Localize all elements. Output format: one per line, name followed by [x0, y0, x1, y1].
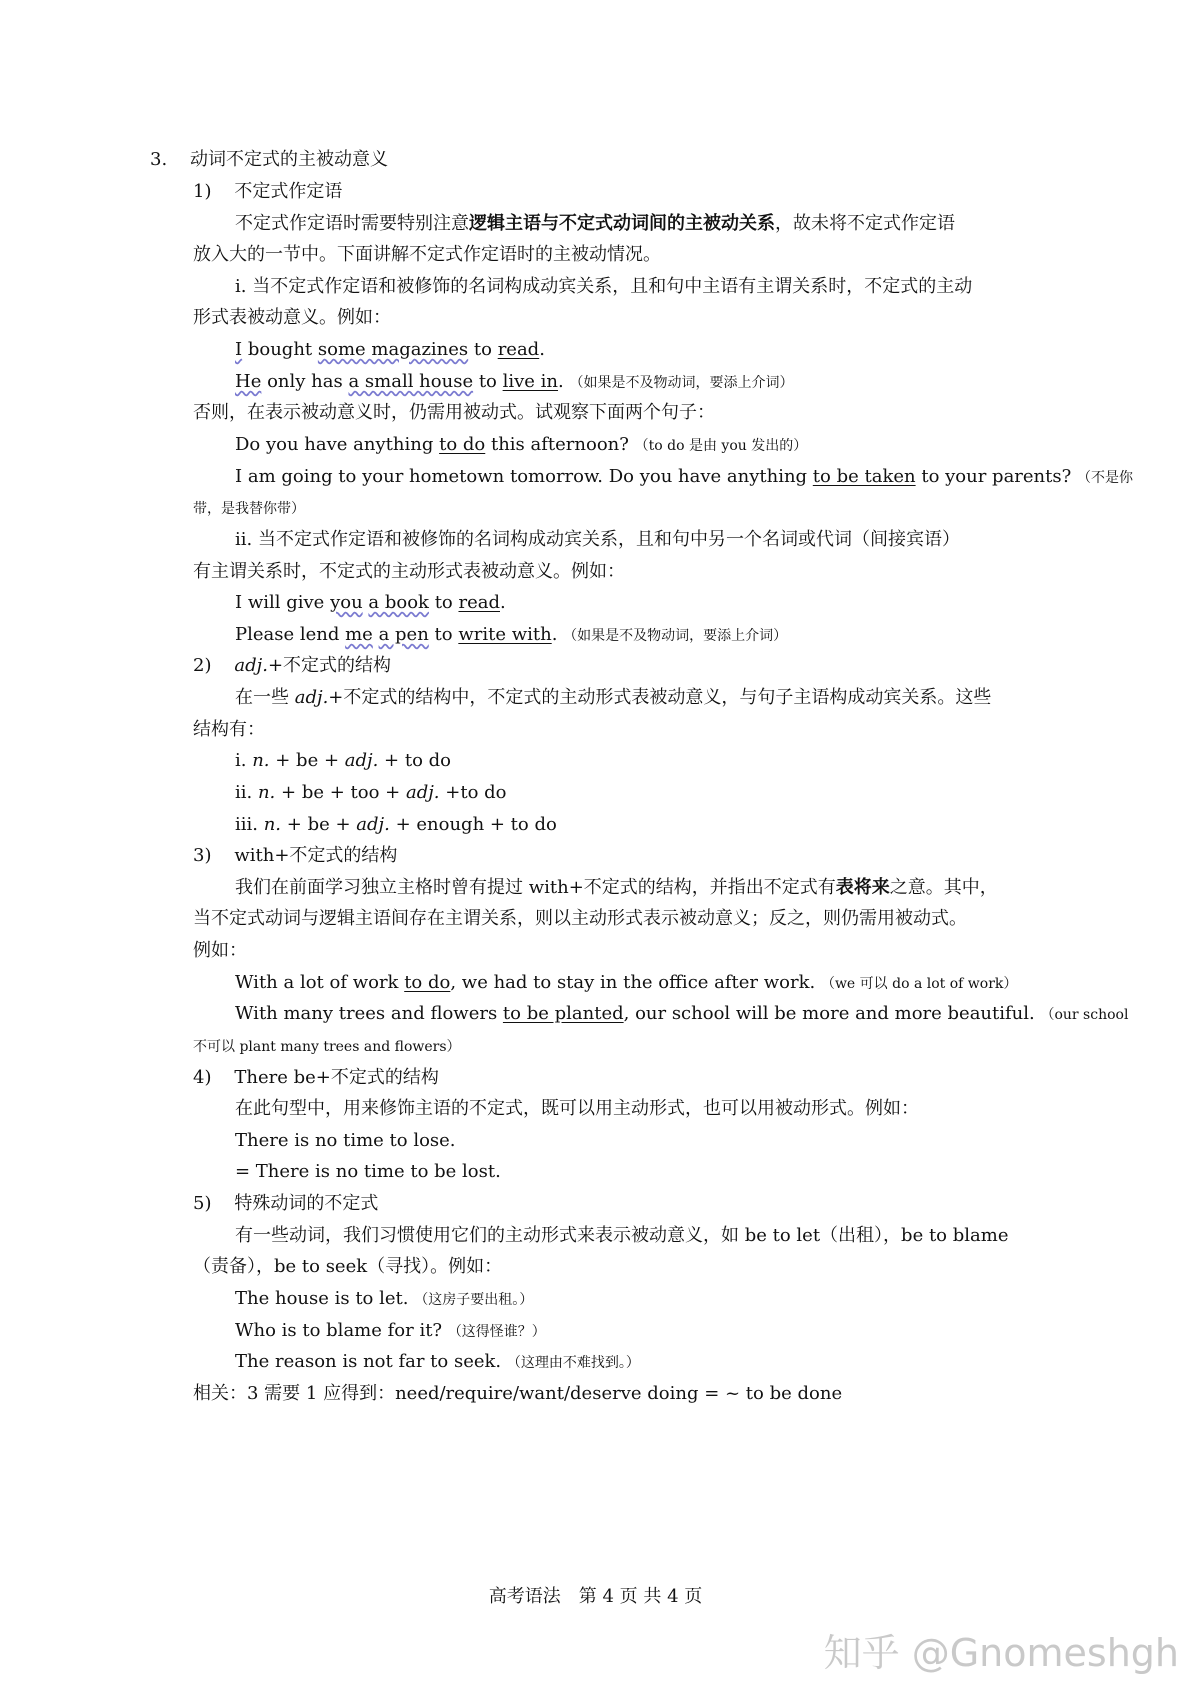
- text-line-l40: 相关：3 需要 1 应得到：need/require/want/deserve doing = ~ to be done: [193, 1383, 843, 1404]
- watermark: 知乎 @Gnomeshgh: [823, 1631, 1179, 1675]
- text-line-l12: 带，是我替你带）: [193, 501, 305, 517]
- text-line-l16: Please lend me a pen to write with. （如果是不及物动词，要添上介词）: [235, 624, 788, 645]
- text-line-l17: 2) adj.+不定式的结构: [193, 655, 392, 676]
- text-line-l34: 5) 特殊动词的不定式: [193, 1193, 379, 1214]
- text-line-l07: I bought some magazines to read.: [235, 339, 545, 360]
- text-line-l13: ii. 当不定式作定语和被修饰的名词构成动宾关系，且和句中另一个名词或代词（间接宾语）: [235, 529, 960, 550]
- text-line-l22: iii. n. + be + adj. + enough + to do: [235, 814, 557, 835]
- text-line-l37: The house is to let. （这房子要出租。）: [235, 1288, 534, 1309]
- text-line-l01: 3. 动词不定式的主被动意义: [150, 149, 389, 170]
- text-line-l15: I will give you a book to read.: [235, 592, 506, 613]
- text-line-l10: Do you have anything to do this afternoon? （to do 是由 you 发出的）: [235, 434, 808, 455]
- text-line-l21: ii. n. + be + too + adj. +to do: [235, 782, 507, 803]
- text-line-l32: There is no time to lose.: [235, 1130, 456, 1151]
- text-line-l18: 在一些 adj.+不定式的结构中，不定式的主动形式表被动意义，与句子主语构成动宾关系。这些: [235, 687, 992, 708]
- text-line-l29: 不可以 plant many trees and flowers）: [193, 1039, 461, 1055]
- text-line-l39: The reason is not far to seek. （这理由不难找到。）: [235, 1351, 640, 1372]
- text-line-l20: i. n. + be + adj. + to do: [235, 750, 452, 771]
- text-line-l31: 在此句型中，用来修饰主语的不定式，既可以用主动形式，也可以用被动形式。例如：: [235, 1098, 919, 1119]
- text-line-l33: = There is no time to be lost.: [235, 1161, 501, 1182]
- page-footer: 高考语法 第 4 页 共 4 页: [488, 1586, 703, 1607]
- text-line-l30: 4) There be+不定式的结构: [193, 1067, 439, 1088]
- text-line-l14: 有主谓关系时，不定式的主动形式表被动意义。例如：: [193, 561, 625, 582]
- text-line-l06: 形式表被动意义。例如：: [193, 307, 391, 328]
- text-line-l25: 当不定式动词与逻辑主语间存在主谓关系，则以主动形式表示被动意义；反之，则仍需用被动式。: [193, 908, 967, 929]
- text-line-l28: With many trees and flowers to be planted, our school will be more and more beautiful. （our school: [235, 1003, 1129, 1024]
- text-line-l26: 例如：: [193, 940, 247, 961]
- text-line-l38: Who is to blame for it? （这得怪谁？）: [235, 1320, 546, 1341]
- text-line-l19: 结构有：: [193, 719, 265, 740]
- text-line-l02: 1) 不定式作定语: [193, 181, 343, 202]
- text-line-l11: I am going to your hometown tomorrow. Do you have anything to be taken to your parents? （不是你: [235, 466, 1133, 487]
- text-line-l36: （责备），be to seek（寻找）。例如：: [193, 1256, 503, 1277]
- text-line-l08: He only has a small house to live in. （如果是不及物动词，要添上介词）: [235, 371, 794, 392]
- text-line-l05: i. 当不定式作定语和被修饰的名词构成动宾关系，且和句中主语有主谓关系时，不定式的主动: [235, 276, 973, 297]
- text-line-l24: 我们在前面学习独立主格时曾有提过 with+不定式的结构，并指出不定式有表将来之意。其中，: [235, 877, 998, 898]
- text-line-l03: 不定式作定语时需要特别注意逻辑主语与不定式动词间的主被动关系，故未将不定式作定语: [235, 213, 955, 234]
- text-line-l09: 否则，在表示被动意义时，仍需用被动式。试观察下面两个句子：: [193, 402, 715, 423]
- text-line-l04: 放入大的一节中。下面讲解不定式作定语时的主被动情况。: [193, 244, 661, 265]
- text-line-l35: 有一些动词，我们习惯使用它们的主动形式来表示被动意义，如 be to let（出租），be to blame: [235, 1225, 1009, 1246]
- text-line-l23: 3) with+不定式的结构: [193, 845, 398, 866]
- text-line-l27: With a lot of work to do, we had to stay in the office after work. （we 可以 do a lot of work）: [235, 972, 1018, 993]
